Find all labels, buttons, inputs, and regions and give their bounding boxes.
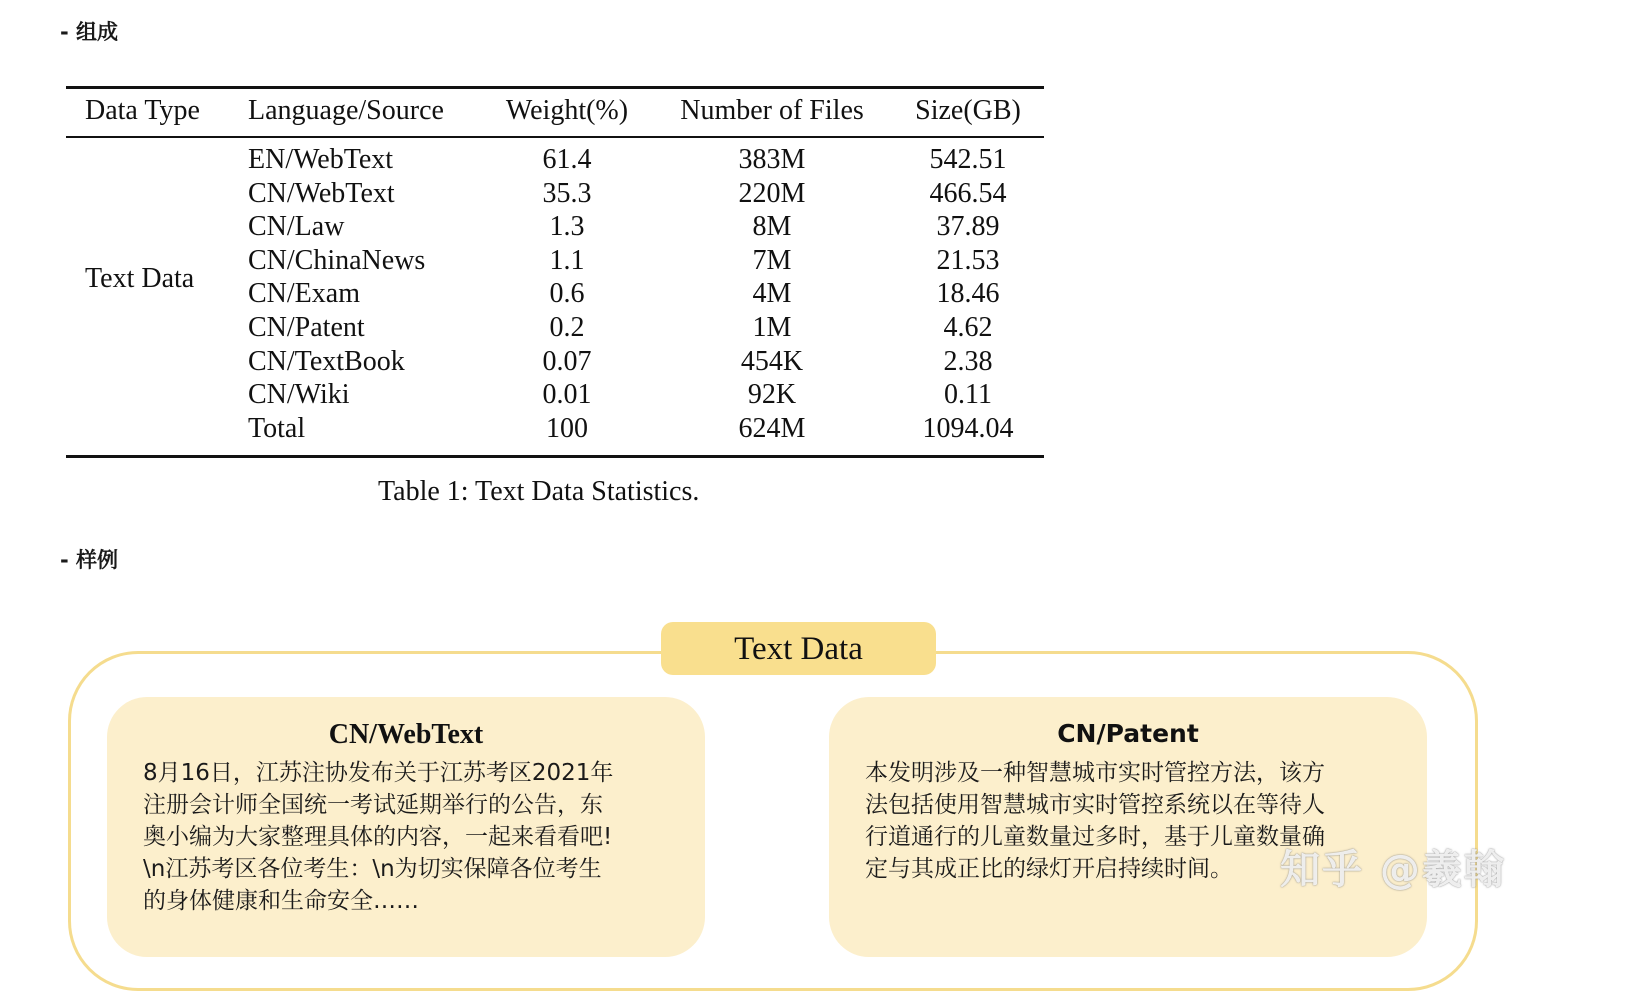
example-card-patent (829, 697, 1427, 957)
cell-language-source: CN/TextBook (248, 345, 405, 377)
section-heading-examples: - 样例 (60, 548, 119, 572)
example-card-line: 注册会计师全国统一考试延期举行的公告，东 (143, 792, 603, 818)
cell-language-source: CN/Exam (248, 278, 360, 310)
column-header-language-source: Language/Source (248, 95, 444, 126)
example-card-title: CN/WebText (328, 719, 484, 750)
example-card-line: 奥小编为大家整理具体的内容，一起来看看吧! (143, 824, 613, 850)
cell-language-source: CN/Patent (248, 312, 365, 343)
column-header-data-type: Data Type (85, 95, 200, 126)
cell-language-source: CN/WebText (248, 177, 395, 209)
cell-language-source: CN/Law (248, 211, 345, 243)
table-bottom-rule (66, 455, 1044, 458)
example-panel-title: Text Data (661, 622, 936, 675)
cell-language-source: Total (248, 412, 306, 444)
table-header-rule (66, 136, 1044, 138)
cell-language-source: CN/Wiki (248, 379, 350, 411)
zhihu-watermark: 知乎 @羲翰 (1280, 847, 1506, 893)
example-card-title: CN/Patent (1057, 719, 1199, 748)
table-top-rule (66, 86, 1044, 89)
data-type-cell: Text Data (85, 263, 195, 294)
example-card-line: 行道通行的儿童数量过多时，基于儿童数量确 (865, 824, 1325, 850)
table-caption: Table 1: Text Data Statistics. (378, 476, 700, 507)
example-card-webtext (107, 697, 705, 957)
example-card-line: 本发明涉及一种智慧城市实时管控方法，该方 (865, 760, 1325, 786)
example-card-line: \n江苏考区各位考生：\n为切实保障各位考生 (143, 856, 602, 882)
example-card-line: 定与其成正比的绿灯开启持续时间。 (865, 856, 1233, 882)
example-card-line: 法包括使用智慧城市实时管控系统以在等待人 (865, 792, 1325, 818)
cell-language-source: EN/WebText (248, 144, 394, 175)
example-card-line: 的身体健康和生命安全…… (143, 888, 419, 914)
example-card-line: 8月16日，江苏注协发布关于江苏考区2021年 (143, 760, 614, 786)
cell-language-source: CN/ChinaNews (248, 244, 426, 276)
section-heading-composition: - 组成 (60, 20, 119, 44)
example-card-body (143, 757, 678, 917)
